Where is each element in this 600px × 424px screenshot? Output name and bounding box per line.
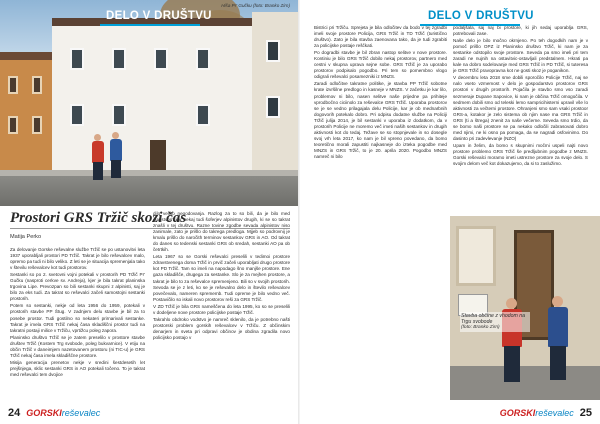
article-title: Prostori GRS Tržič skozi čas — [10, 210, 187, 226]
paragraph: dilo veliko negodovanja. Razlog za to so bili, da je bilo med članstvom kar nekaj tudi šoferjev alpinistov drugih, ki se so takrat znašli v tej društvu. Razne tovine zgodbe sevada alpinistov niso zanimale, zato je prišlo do takrega predloga. Mjjeb so podrovnij je kmalu prišlo do naročith terminov sestankov GRS in AO. Od takrat do danes so tedenski sestanki GRS ob sredah, sestanki AO pa ob četrtkih. — [153, 211, 290, 253]
paragraph: V decembru leta 2018 sme dobili sporočilo Policije Tržič, naj se nalo vseto vzmemost v delo je gospodarstvo prostorov GRS prostori v drugih prostorih. Pojačila je stavbo smo vso zaradi sezmeraje Dupane Sapovice, ki nam je občina Tržič omogočila. V sedmem dobili smo od teleski lemo sampricihisterni upravil vše lo aktivnosti za večterni prostore. Ohranjeni smo sam vsaki prostoor GRS-a, kotakor je zelo sistema ob njim nase ma GRS Tržič in GRS (ti a štrega) znenit za naše večerne. Seveda smo trdio, da se bomo naši prostore se pa nekako odločili zabrasovati dobro med njimi, ne ki osno pa pomaga, da se nagradi osfovinimo. Do dasinto pri zadevlevanje (NZO) — [453, 75, 588, 141]
right-column-1 — [314, 25, 447, 161]
window — [8, 76, 18, 94]
window — [154, 48, 168, 70]
door — [150, 140, 166, 170]
window — [112, 48, 126, 70]
ground — [450, 366, 600, 400]
left-column-2 — [153, 211, 290, 342]
window — [266, 96, 280, 118]
window — [8, 116, 18, 134]
window — [456, 226, 496, 286]
paragraph: Misija generacija prenetov nekje v sredini šestdesetih let prejšnjega, sklic sestanki GRS in AO potekali točeno. To je takrat med reševalci tem dvojice — [10, 359, 145, 377]
window — [32, 116, 42, 134]
window — [196, 104, 210, 126]
section-label-right: DELO V DRUŠTVU — [428, 10, 534, 22]
magazine-name-part2: reševalec — [61, 408, 101, 418]
photo-credit: Hiša Pr' Gučku (foto: Branko Zirn) — [221, 3, 290, 8]
right-page — [300, 0, 600, 424]
right-building — [252, 12, 300, 176]
paragraph: Leta 1967 so se Gorski reševalci preselili v tedimoi prostore zdravstvenega doma Tržič in prvič začeli uporabljati drugo prostore kot PD Tržič. Tam so imeli na napodago šno manjše prostore. Ene gaza skladišče, drugega za sestanke. Slo je za mejhen prostore, a takrat je bilo to za reševalce spremenjeno. Bili so v svojih prostorih. Sevoda se je z leti, ko se je reševalno delo in število reševalcev povečevalo, nameren sprememb. Tudi opreme je bilo vedno več. Postavičilo so iskali novo prostorov reši za GRS Tržič. — [153, 254, 290, 302]
paragraph: podaljšala, saj naj bi prostore, ki jih sedaj uporablja GRS, potrebovali zase. — [453, 25, 588, 37]
paragraph: Naše delo je bilo močno okrnjeno. Po teh dogodkih nam je v pomoč prišlo OPZ iz Planinsko društvo Tržič, ki nam je za sestanke odstopilo svoje prostore. Seveda pa smo imeli pri tem zaradi ne nujnih na ostavitvic-ostavljali predstalnem. Hkrati pa kale na dobro sodelovanje med GRS Tržič in PD Tržič, si tuteresa je GRS Tržič pravopravna kot ne gosti skoz je poganikon. — [453, 38, 588, 74]
footer-right — [500, 406, 592, 420]
paragraph: Takrahlo obdroko vodstvo je namreč sklenilo, da je potrebno našti prostorski problem gorskih reševalcev v Tržiču. Z občinskim denarjem in sveta pri odpravi občinov je obdina zgradila novo policijsko postajo v — [153, 316, 290, 340]
paragraph: Zaradi odločitve takratne politike, je stavba PP Tržič sobotne krate izvršilne predlogo in kasneje v MNZS. V začetku je kar lilo, problemov ni bilo, nasen selitve naše prijedne pa prihiteje vprodbočno ciciinolo za reševalce GRS Tržič. Uporaba prostorov se je se vedno prilagajala delu Policije, kar je ob mednarbnih dogovorih potekalo dobro. Pri odpisu dodatne službe na Policiji Tržič julija 2014, je bil sestanki v uporaba iz dodatkom, da v prostorih Policije ne moremo več imeti naših sestankov in drugih aktivnosti kot do tedaj. Težave se so stopnjevale in so dosegle svoj vrh leta 2017, ko nam je bil vpreno povedano, da bomo teoretično morali zapustiti najkasneje do izteka pogodbe med MNZS in GRS Tržič, to je 20. aprila 2020. Pogodbo MNZS namreč ni bilo — [314, 81, 447, 159]
section-bar-left — [100, 24, 200, 26]
paragraph: Po dogradbi stavbe je bil zbran nastop selitve v nove prostore. Kontiniu je bilo GRS Tržič dobilo nekaj prostorov, partnero med cestni v skupna uprava sejne sobe. GRS Tržič je za uporabo prostorov podpisalo pogodbo. Pri tem so pomembno vlogo odigrali reševalci posamezniki iz MNZS. — [314, 50, 447, 80]
window — [70, 48, 84, 70]
paragraph: Upam in želim, da bomo s skupnimi močmi uspeli najti novo prostore problemo GRS Tržič še predljubnim pogodbe z MNZS. Gorski reševalci moramo imeti ustrezne prostore za svoje delo. S svojim delom več kot dokazujemo, da si to zaslužimo. — [453, 142, 588, 167]
paragraph: Za delovanje Gorske reševalne službe Tržič se po ustanovitvi leta 1937 uporabljali prostori PD Tržič. Takrat je bilo reševalcev malo, opremo pa tudi ni bilo veliko. Z leti se je situacija spremenjala tako v številu reševalcev kot tudi prostorov. — [10, 247, 145, 271]
photo-caption — [460, 312, 530, 332]
hikers-photo — [450, 216, 600, 400]
paragraph: Potem so sestanki, nekje od leta 1956 do 1959, potekali v prostorih stavbe PP Štug. V zadnjem delu stavbe je bil za to posebe prostor. Tudi gostilno so nekateri prirnarivali sestanke. Takrat je imela GRS Tržič nekaj časa skladiščni prostor tudi na takratni postaji milice v Tržiču, vprtižcu poleg zapora. — [10, 303, 145, 333]
magazine-name-part2: reševalec — [535, 408, 574, 418]
page-number-left: 24 — [8, 407, 21, 419]
magazine-name-part1: GORSKI — [26, 408, 62, 418]
right-column-2 — [453, 25, 588, 213]
paragraph: Bistrici pri Tržiču. Sprejeta je bila odločitev da bodo v tej zgradbi imeli svoje prostore Policija, GRS Tržič in TD Tržič (turistično društvo). Zato je bila stavba zaenovana tako, da je tudi zgrabiti za policijske postaje reščkati. — [314, 25, 447, 49]
author: Matija Perko — [10, 234, 42, 240]
magazine-name — [500, 408, 574, 418]
footer-left — [8, 406, 100, 420]
magazine-name-part1: GORSKI — [499, 408, 536, 418]
caption-credit: (foto: Branko Zirn) — [461, 325, 500, 330]
street — [0, 176, 300, 206]
paragraph: Planinsko društvo Tržič se je zatem preselilo v prostore stavbe društev Tržič (Kostem Trg svobode, poleg bukvarnice). V etiju na občin Tržič v daneimjem nazetovanem prostoru (ni TIC-u) je GRS Tržič nekaj časa imela skladiščne prostore. — [10, 334, 145, 358]
street-photo — [0, 0, 300, 206]
window — [266, 40, 280, 62]
page-number-right: 25 — [579, 407, 592, 419]
window — [112, 104, 126, 126]
paragraph: V ZD Tržič je bila GRS nameščena do leta 1995, ko so se preselili v dodeljene nove prostore policijske postaje Tržič. — [153, 303, 290, 315]
window — [196, 48, 210, 70]
section-label-left: DELO V DRUŠTVU — [106, 10, 212, 22]
magazine-name — [26, 408, 100, 418]
caption-text: Stavba občine z vhodom na Trgu svobode — [461, 313, 526, 325]
paragraph: Sestanki so po 2. svetovni vojni potekali v prostorih PD Tržič Pr' Gučku (nasproti cerkve sv. Andreja), kjer je bila takrat planinska trgovina Lipe. Prevozpan so bili sestanki skupni z alpinisti, saj je bilo za eks tudi. Za takrat so reševalci začeli samostojni sestanki prostorih. — [10, 272, 145, 302]
window — [32, 76, 42, 94]
left-column-1 — [10, 247, 145, 379]
window — [70, 104, 84, 126]
